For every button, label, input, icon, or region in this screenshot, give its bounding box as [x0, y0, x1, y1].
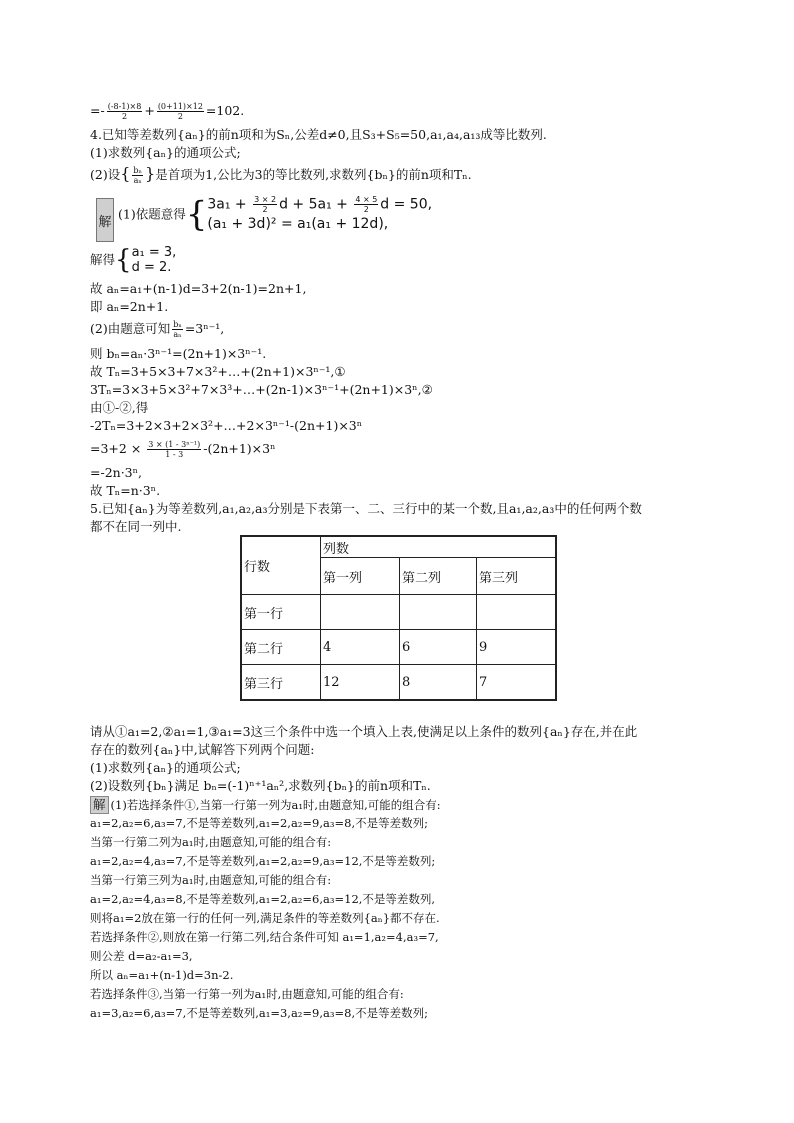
table-cell: 8	[400, 665, 477, 701]
text-seg: (1)若选择条件①,当第一行第一列为a₁时,由题意知,可能的组合有:	[110, 798, 441, 812]
equation-system	[207, 195, 432, 234]
brace-left: {	[115, 245, 132, 275]
fraction	[157, 102, 204, 121]
solution-5-line: a₁=2,a₂=4,a₃=8,不是等差数列,a₁=2,a₂=6,a₃=12,不是等差数列,	[90, 892, 436, 906]
fraction	[172, 320, 183, 339]
question-5-conditions: 请从①a₁=2,②a₁=1,③a₁=3这三个条件中选一个填入上表,使满足以上条件的数列{aₙ}存在,并在此	[90, 724, 638, 739]
table-cell: 9	[477, 630, 557, 665]
fraction	[107, 102, 143, 121]
numerator: (-8-1)×8	[107, 102, 142, 111]
brace-right: }	[145, 164, 156, 183]
solution-5-line: 若选择条件③,当第一行第一列为a₁时,由题意知,可能的组合有:	[90, 987, 404, 1001]
numerator: 3 × (1 - 3ⁿ⁻¹)	[148, 440, 201, 449]
question-5-stem: 5.已知{aₙ}为等差数列,a₁,a₂,a₃分别是下表第一、二、三行中的某一个数,且a₁,a₂,a₃中的任何两个数	[90, 501, 642, 516]
brace-left: {	[120, 164, 131, 183]
solution-badge: 解	[96, 198, 114, 242]
denominator: 2	[177, 112, 183, 121]
text-seg: +	[144, 103, 155, 118]
table-cell	[477, 595, 557, 630]
solution-5-line: 所以 aₙ=a₁+(n-1)d=3n-2.	[90, 968, 234, 982]
question-4-part-2	[90, 166, 472, 185]
fraction	[354, 195, 378, 214]
row-label: 第二行	[241, 630, 321, 665]
numerator: bₙ	[173, 320, 182, 329]
solution-line: 则 bₙ=aₙ·3ⁿ⁻¹=(2n+1)×3ⁿ⁻¹.	[90, 346, 267, 361]
text-seg: -(2n+1)×3ⁿ	[203, 441, 276, 456]
equation-row: a₁ = 3,	[131, 245, 177, 260]
solution-line: 3Tₙ=3×3+5×3²+7×3³+…+(2n-1)×3ⁿ⁻¹+(2n+1)×3ⁿ,②	[90, 382, 433, 397]
calc-line-result	[90, 102, 244, 121]
header-col-count: 列数	[321, 536, 557, 558]
solution-line	[90, 440, 276, 459]
text-seg: 是首项为1,公比为3的等比数列,求数列{bₙ}的前n项和Tₙ.	[155, 167, 472, 182]
question-5-conditions-cont: 存在的数列{aₙ}中,试解答下列两个问题:	[90, 742, 315, 757]
header-row-count: 行数	[241, 536, 321, 595]
solution-5-line: 若选择条件②,则放在第一行第二列,结合条件可知 a₁=1,a₂=4,a₃=7,	[90, 930, 439, 944]
col-header: 第一列	[321, 558, 400, 595]
question-5-stem-cont: 都不在同一列中.	[90, 519, 182, 534]
solution-line	[90, 320, 224, 339]
table-cell: 6	[400, 630, 477, 665]
text-seg: 3a₁ +	[207, 196, 252, 213]
numerator: 3 × 2	[254, 195, 277, 204]
row-label: 第一行	[241, 595, 321, 630]
numerator: (0+11)×12	[157, 102, 203, 111]
col-header: 第三列	[477, 558, 557, 595]
denominator: 2	[121, 112, 128, 121]
col-header: 第二列	[400, 558, 477, 595]
question-4-stem: 4.已知等差数列{aₙ}的前n项和为Sₙ,公差d≠0,且S₃+S₅=50,a₁,a₄,a₁₃成等比数列.	[90, 127, 547, 142]
equation-row: d = 2.	[131, 260, 172, 275]
brace-left: {	[185, 194, 208, 235]
denominator: 1 - 3	[165, 450, 184, 459]
text-seg: =102.	[205, 103, 245, 118]
text-seg: =3+2 ×	[90, 441, 146, 456]
equation-row	[207, 195, 432, 215]
text-seg: =3ⁿ⁻¹,	[184, 321, 225, 336]
solution-4-system	[118, 195, 432, 234]
text-seg: =-	[90, 103, 105, 118]
question-5-part-1: (1)求数列{aₙ}的通项公式;	[90, 760, 241, 775]
denominator: aₙ	[133, 176, 142, 185]
text-seg: (2)由题意可知	[90, 321, 171, 336]
text-seg: (1)依题意得	[118, 206, 186, 222]
question-5-part-2: (2)设数列{bₙ}满足 bₙ=(-1)ⁿ⁺¹aₙ²,求数列{bₙ}的前n项和Tₙ.	[90, 778, 431, 793]
table-cell: 12	[321, 665, 400, 701]
solution-5-line: a₁=3,a₂=6,a₃=7,不是等差数列,a₁=3,a₂=9,a₃=8,不是等差数列;	[90, 1006, 428, 1020]
row-label: 第三行	[241, 665, 321, 701]
text-seg: (2)设	[90, 167, 121, 182]
table-cell	[400, 595, 477, 630]
solution-badge: 解	[90, 796, 109, 814]
fraction	[253, 195, 277, 214]
question-4-part-1: (1)求数列{aₙ}的通项公式;	[90, 145, 241, 160]
table-cell	[321, 595, 400, 630]
solution-line: 由①-②,得	[90, 400, 149, 415]
solution-5-line	[90, 796, 441, 814]
number-table	[240, 535, 557, 701]
denominator: 2	[363, 205, 369, 214]
table-cell: 7	[477, 665, 557, 701]
text-seg: d + 5a₁ +	[279, 196, 353, 213]
solution-line: 故 Tₙ=3+5×3+7×3²+…+(2n+1)×3ⁿ⁻¹,①	[90, 364, 346, 379]
solution-line: 即 aₙ=2n+1.	[90, 299, 169, 314]
fraction	[132, 166, 143, 185]
numerator: 4 × 5	[355, 195, 378, 204]
solution-5-line: a₁=2,a₂=6,a₃=7,不是等差数列,a₁=2,a₂=9,a₃=8,不是等差数列;	[90, 816, 428, 830]
solution-5-line: 当第一行第三列为a₁时,由题意知,可能的组合有:	[90, 873, 332, 887]
equation-system	[132, 245, 177, 275]
solution-line: 故 aₙ=a₁+(n-1)d=3+2(n-1)=2n+1,	[90, 281, 307, 296]
table-cell: 4	[321, 630, 400, 665]
solution-5-line: 当第一行第二列为a₁时,由题意知,可能的组合有:	[90, 835, 332, 849]
equation-row: (a₁ + 3d)² = a₁(a₁ + 12d),	[207, 215, 389, 232]
fraction	[147, 440, 201, 459]
numerator: bₙ	[133, 166, 142, 175]
denominator: 2	[262, 205, 268, 214]
text-seg: 解得	[90, 252, 116, 267]
solution-line: =-2n·3ⁿ,	[90, 465, 143, 480]
solution-4-solved	[90, 245, 176, 275]
solution-5-line: a₁=2,a₂=4,a₃=7,不是等差数列,a₁=2,a₂=9,a₃=12,不是等差数列;	[90, 854, 436, 868]
solution-5-line: 则将a₁=2放在第一行的任何一列,满足条件的等差数列{aₙ}都不存在.	[90, 911, 440, 925]
text-seg: d = 50,	[380, 196, 433, 213]
solution-5-line: 则公差 d=a₂-a₁=3,	[90, 949, 193, 963]
denominator: aₙ	[173, 330, 182, 339]
solution-line: 故 Tₙ=n·3ⁿ.	[90, 483, 161, 498]
solution-line: -2Tₙ=3+2×3+2×3²+…+2×3ⁿ⁻¹-(2n+1)×3ⁿ	[90, 418, 363, 433]
